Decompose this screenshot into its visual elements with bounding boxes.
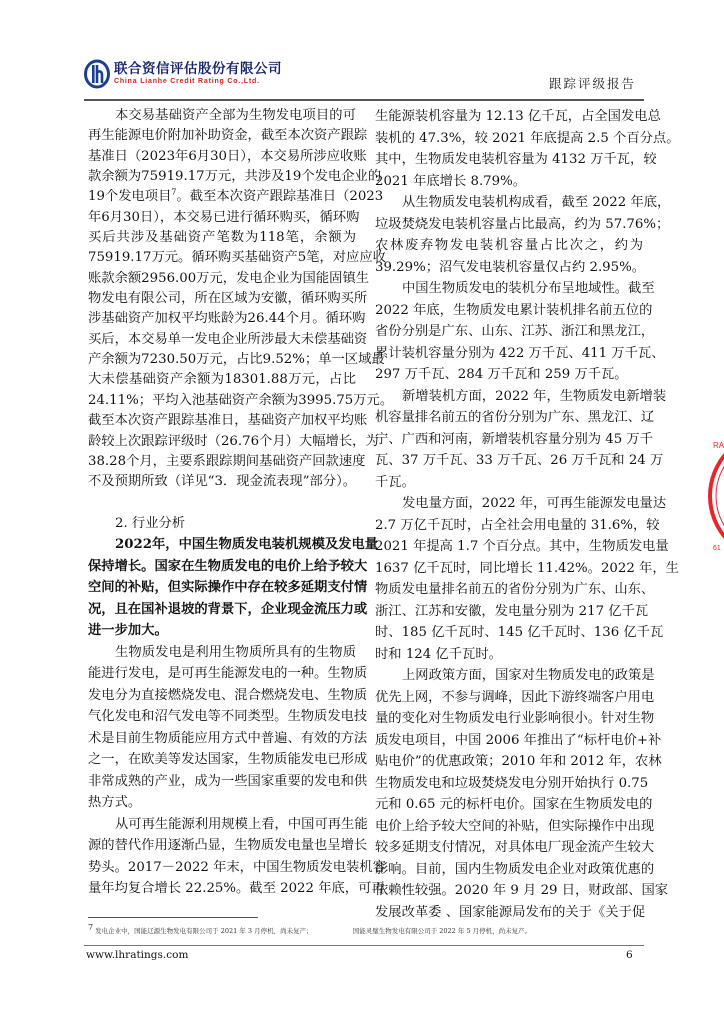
text-line: 气化发电和沼气发电等不同类型。生物质发电技	[88, 709, 368, 725]
text-line: 空间的补贴，但实际操作中存在较多延期支付情	[88, 580, 368, 596]
footnote-text-continued: 国能灵璧生物发电有限公司于 2022 年 5 月停机，尚未复产。	[352, 927, 532, 935]
text-line: 电价上给予较大空间的补贴，但实际操作中出现	[375, 818, 655, 834]
text-line: 上网政策方面，国家对生物质发电的政策是	[402, 668, 655, 683]
paragraph	[375, 665, 669, 923]
text-line: 机容量排名前五的省份分别为广东、黑龙江、辽	[375, 410, 655, 425]
text-line: 2022年，中国生物质发电装机规模及发电量	[115, 537, 379, 553]
footnote-number: 7	[88, 922, 94, 932]
text-line: 物质发电量排名前五的省份分别为广东、山东、	[375, 582, 655, 597]
text-line: 势头。2017－2022 年末，中国生物质发电装机容	[88, 859, 386, 875]
text-line: 热方式。	[88, 795, 142, 811]
text-line: 时和 124 亿千瓦时。	[375, 646, 502, 662]
footnote-divider	[88, 917, 258, 918]
text-line: 优先上网，不参与调峰，因此下游终端客户用电	[375, 689, 655, 705]
footer-website-link[interactable]: www.lhratings.com	[86, 949, 189, 961]
text-line: 龄较上次跟踪评级时（26.76个月）大幅增长，为	[88, 433, 379, 449]
text-line: 较多延期支付情况，对具体电厂现金流产生较大	[375, 840, 655, 855]
text-line: 累计装机容量分别为 422 万千瓦、411 万千瓦、	[375, 345, 665, 361]
text-line: 垃圾焚烧发电装机容量占比最高，约为 57.76%；	[375, 216, 670, 232]
text-line: 发电量方面，2022 年，可再生能源发电量达	[402, 496, 667, 511]
text-line: 保持增长。国家在生物质发电的电价上给予较大	[88, 558, 368, 574]
text-line: 生物质发电和垃圾焚烧发电分别开始执行 0.75	[375, 775, 649, 791]
text-line: 省份分别是广东、山东、江苏、浙江和黑龙江，	[375, 324, 655, 339]
text-line: 38.28个月，主要系跟踪期间基础资产回款速度	[88, 453, 366, 469]
text-line: 装机的 47.3%，较 2021 年底提高 2.5 个百分点。	[375, 130, 680, 146]
text-line: 非常成熟的产业，成为一些国家重要的发电和供	[88, 773, 368, 789]
text-line: 款余额为75919.17万元，共涉及19个发电企业的	[88, 169, 382, 185]
text-line: 瓦、37 万千瓦、33 万千瓦、26 万千瓦和 24 万	[375, 453, 664, 468]
official-seal-stamp	[706, 426, 724, 566]
text-line: 生物质发电是利用生物质所具有的生物质	[115, 644, 356, 660]
text-line: 浙江、江苏和安徽，发电量分别为 217 亿千瓦	[375, 603, 649, 619]
footer-divider	[84, 945, 644, 946]
text-line: 2.7 万亿千瓦时，占全社会用电量的 31.6%，较	[375, 517, 660, 533]
footnote-text: 发电企业中，国能辽源生物发电有限公司于 2021 年 3 月停机，尚未复产；	[95, 927, 313, 935]
paragraph	[375, 192, 671, 278]
header-divider	[84, 99, 644, 101]
text-line: 发电分为直接燃烧发电、混合燃烧发电、生物质	[88, 687, 368, 703]
company-name-en: China Lianhe Credit Rating Co.,Ltd.	[114, 77, 260, 85]
text-line: 大未偿基础资产余额为18301.88万元，占比	[88, 372, 356, 388]
paragraph	[375, 278, 665, 386]
text-line: 千瓦。	[375, 474, 415, 490]
text-line: 基准日（2023年6月30日），本交易所涉应收账	[88, 148, 367, 164]
text-line: 发展改革委 、国家能源局发布的关于《关于促	[375, 904, 646, 920]
text-line: 术是目前生物质能应用方式中普遍、有效的方法	[88, 730, 368, 746]
text-line: 24.11%；平均入池基础资产余额为3995.75万元。	[88, 392, 394, 408]
left-column	[88, 106, 394, 900]
text-line: 1637 亿千瓦时，同比增长 11.42%。2022 年，生	[375, 560, 679, 576]
text-line: 质发电项目，中国 2006 年推出了“标杆电价+补	[375, 732, 662, 748]
text-line: 量的变化对生物质发电行业影响很小。针对生物	[375, 711, 655, 726]
right-column	[375, 106, 680, 923]
lianhe-logo-icon	[84, 59, 110, 89]
text-line: 年6月30日），本交易已进行循环购买，循环购	[88, 209, 360, 225]
text-line: 中国生物质发电的装机分布呈地域性。截至	[402, 281, 655, 296]
text-line: 影响。目前，国内生物质发电企业对政策优惠的	[375, 861, 655, 877]
paragraph	[88, 106, 394, 493]
text-line: 物发电有限公司，所在区域为安徽，循环购买所	[88, 291, 368, 307]
text-line: 生能源装机容量为 12.13 亿千瓦，占全国发电总	[375, 109, 661, 124]
text-line: 源的替代作用逐渐凸显，生物质发电量也呈增长	[88, 838, 368, 854]
text-line: 再生能源电价附加补助资金，截至本次资产跟踪	[88, 128, 368, 144]
company-name-cn: 联合资信评估股份有限公司	[114, 60, 282, 77]
text-line: 时、185 亿千瓦时、145 亿千瓦时、136 亿千瓦	[375, 625, 664, 640]
text-line: 依赖性较强。2020 年 9 月 29 日，财政部、国家	[375, 883, 669, 898]
footnote	[88, 922, 532, 935]
text-line: 2021 年底增长 8.79%。	[375, 173, 527, 189]
text-line: 之一，在欧美等发达国家，生物质能发电已形成	[88, 752, 368, 768]
stamp-text-top: RA	[713, 441, 724, 450]
footnote-reference[interactable]: 7	[171, 187, 177, 197]
text-line: 买后共涉及基础资产笔数为118笔，余额为	[88, 230, 356, 246]
text-line: 产余额为7230.50万元，占比9.52%；单一区域最	[88, 352, 385, 368]
text-line: 不及预期所致（详见“3．现金流表现”部分）。	[88, 474, 357, 490]
text-line: 贴电价”的优惠政策；2010 年和 2012 年，农林	[375, 754, 662, 769]
page-number: 6	[626, 949, 633, 961]
bold-summary-paragraph	[88, 534, 379, 642]
text-line: 新增装机方面，2022 年，生物质发电新增装	[402, 388, 667, 404]
text-line: 2021 年提高 1.7 个百分点。其中，生物质发电量	[375, 539, 669, 554]
text-segment: 。截至本次资产跟踪基准日（2023	[176, 189, 384, 205]
paragraph	[88, 642, 368, 814]
text-line	[88, 187, 384, 207]
text-line: 39.29%；沼气发电装机容量仅占约 2.95%。	[375, 259, 646, 275]
text-line: 买后，本交易单一发电企业所涉最大未偿基础资	[88, 331, 368, 347]
text-line: 能进行发电，是可再生能源发电的一种。生物质	[88, 666, 368, 682]
text-line: 元和 0.65 元的标杆电价。国家在生物质发电的	[375, 797, 653, 812]
text-line: 2022 年底，生物质发电累计装机排名前五位的	[375, 302, 653, 318]
stamp-text-bottom: 61	[713, 545, 721, 552]
text-segment: 19个发电项目	[88, 189, 172, 205]
section-heading: 2. 行业分析	[115, 515, 186, 531]
text-line: 进一步加大。	[88, 623, 168, 639]
text-line: 涉基础资产加权平均账龄为26.44个月。循环购	[88, 311, 366, 327]
text-line: 从生物质发电装机构成看，截至 2022 年底，	[402, 195, 671, 210]
report-type: 跟踪评级报告	[548, 76, 636, 91]
text-line: 况，且在国补退坡的背景下，企业现金流压力或	[88, 601, 368, 617]
text-line: 宁、广西和河南，新增装机容量分别为 45 万千	[375, 431, 654, 447]
company-logo	[84, 59, 282, 89]
paragraph	[375, 386, 667, 494]
text-line: 本交易基础资产全部为生物发电项目的可	[115, 108, 356, 123]
text-line: 农林废弃物发电装机容量占比次之，约为	[375, 238, 643, 253]
text-line: 297 万千瓦、284 万千瓦和 259 万千瓦。	[375, 367, 628, 382]
paragraph	[375, 493, 679, 665]
paragraph	[88, 814, 386, 900]
text-line: 其中，生物质发电装机容量为 4132 万千瓦，较	[375, 152, 657, 167]
text-line: 从可再生能源利用规模上看，中国可再生能	[115, 816, 368, 832]
text-line: 量年均复合增长 22.25%。截至 2022 年底，可再	[88, 881, 385, 897]
text-line: 截至本次资产跟踪基准日，基础资产加权平均账	[88, 413, 368, 429]
paragraph	[375, 106, 680, 192]
text-line: 账款余额2956.00万元，发电企业为国能固镇生	[88, 270, 370, 286]
text-line: 75919.17万元。循环购买基础资产5笔，对应应收	[88, 250, 386, 266]
